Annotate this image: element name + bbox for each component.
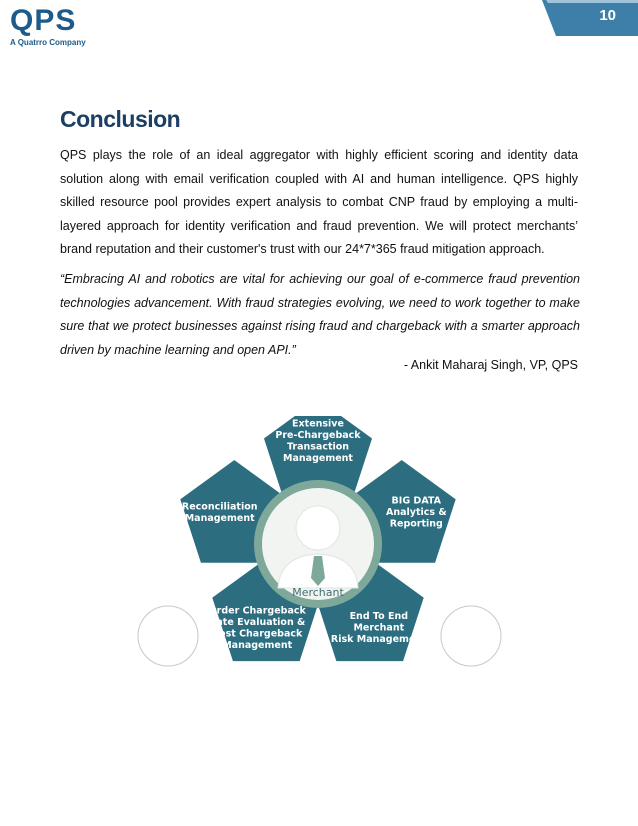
section-title: Conclusion <box>60 106 181 132</box>
petal-pre-chargeback-label-line: Management <box>283 452 353 464</box>
conclusion-paragraph: QPS plays the role of an ideal aggregator with highly efficient scoring and identity data solution along with email verification coupled with AI and human intelligence. QPS highly skilled resource pool provides expert analysis to combat CNP fraud by employing a multi-layered approach for identity verification and fraud prevention. We will protect merchants’ brand reputation and their customer's trust with our 24*7*365 fraud mitigation approach. <box>60 148 578 256</box>
petal-big-data-label-line: Analytics & <box>385 507 447 518</box>
petal-risk-management-label-line: Risk Management <box>330 634 427 646</box>
petal-order-chargeback-label-line: Rate Evaluation & <box>209 616 306 628</box>
quote-paragraph: “Embracing AI and robotics are vital for achieving our goal of e-commerce fraud prevention technologies advancement. With fraud strategies evolving, we need to work together to make sure that we protect businesses against rising fraud and chargeback with a smarter approach driven by machine learning and open API.” <box>60 272 580 357</box>
merchant-services-diagram <box>130 416 510 676</box>
petal-big-data-label-line: Reporting <box>389 518 443 530</box>
page-number: 10 <box>599 7 616 24</box>
logo-tagline: A Quatrro Company <box>10 38 86 47</box>
diagram-svg <box>130 416 510 676</box>
petal-reconciliation-label-line: Reconciliation <box>181 501 258 513</box>
merchant-label: Merchant <box>292 586 344 599</box>
petal-order-chargeback-label-line: Management <box>222 639 293 651</box>
petal-big-data-label-line: BIG DATA <box>391 495 442 507</box>
petal-order-chargeback-label-line: Post Chargeback <box>212 628 303 640</box>
page-number-tab <box>542 0 638 36</box>
logo-wordmark: QPS <box>10 4 77 37</box>
decorative-circle-right <box>441 606 501 666</box>
page-tab-shape <box>542 0 638 36</box>
petal-risk-management-label-line: Merchant <box>353 622 405 634</box>
petal-order-chargeback-label-line: Order Chargeback <box>208 605 306 617</box>
petal-pre-chargeback-label-line: Transaction <box>286 441 350 453</box>
petal-reconciliation-label-line: Management <box>184 512 255 524</box>
quote-attribution: - Ankit Maharaj Singh, VP, QPS <box>403 358 578 372</box>
petal-pre-chargeback-label-line: Extensive <box>292 418 344 430</box>
qps-logo <box>6 4 106 52</box>
merchant-center <box>254 480 382 608</box>
petal-risk-management-label-line: End To End <box>349 611 409 623</box>
petal-pre-chargeback-label-line: Pre-Chargeback <box>275 429 361 441</box>
decorative-circle-left <box>138 606 198 666</box>
